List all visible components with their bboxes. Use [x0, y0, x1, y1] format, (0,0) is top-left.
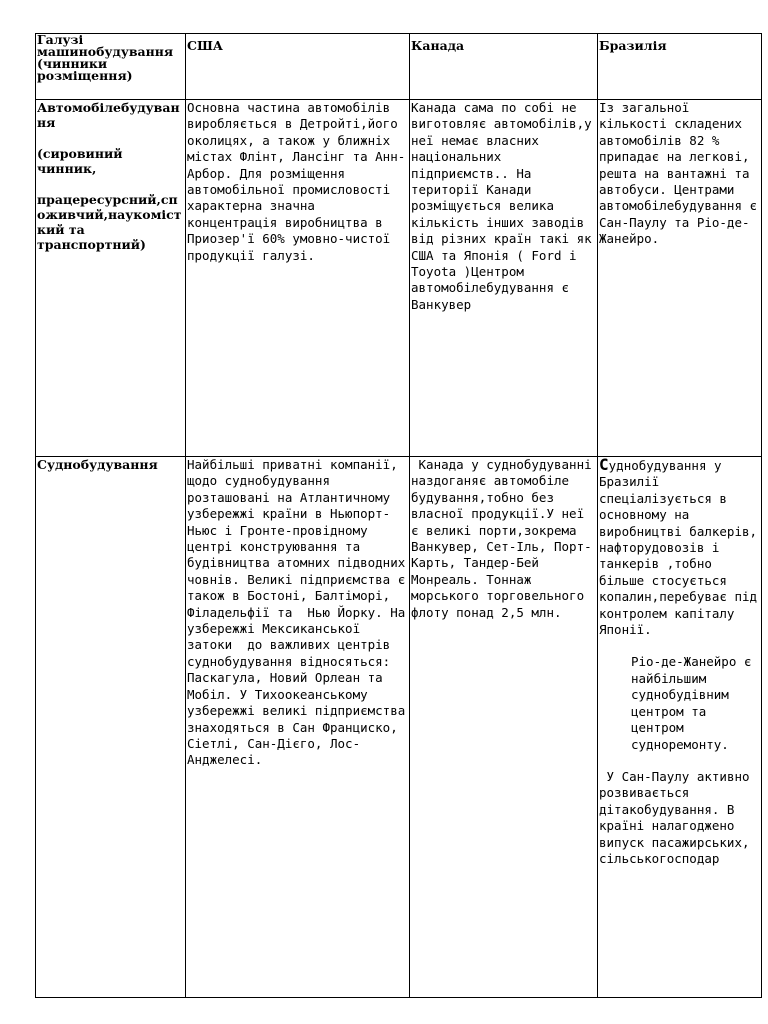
table-header-row: [36, 34, 762, 100]
brazil-cell-automotive: [598, 100, 765, 457]
brazil-text-1: [599, 455, 765, 638]
branch-title: Автомобілебудування: [37, 100, 180, 130]
brazil-text: Із загальної кількості складених автомобілів 82 % припадає на легкові, решта на вантажні та автобуси. Центрами автомобілебудування є Сан-Паулу та Ріо-де-Жанейро.: [599, 100, 765, 247]
brazil-text-3: У Сан-Паулу активно розвивається дітакобудування. В країні налагоджено випуск пасажирських, сільськогосподар: [599, 768, 758, 866]
usa-cell-automotive: [186, 100, 410, 457]
header-usa: США: [186, 34, 410, 100]
brazil-cell-shipbuilding: [598, 455, 765, 998]
usa-cell-shipbuilding: [186, 457, 413, 998]
canada-cell-automotive: [410, 100, 598, 457]
branch-factors-list: працересурсний,споживчий,наукомісткий та транспортний): [37, 192, 182, 252]
branch-cell-shipbuilding: [36, 457, 186, 998]
drop-cap: С: [599, 455, 609, 474]
canada-text: Канада у суднобудуванні наздоганяє автомобіле будування,тобно без власної продукції.У неї є великі порти,зокрема Ванкувер, Сет-Іль, Порт- Карть, Тандер-Бей Монреаль. Тоннаж морського торговельного флоту понад 2,5 млн.: [411, 457, 600, 620]
comparison-table: [35, 32, 765, 998]
header-branch: Галузі машинобудування (чинники розміщення): [36, 34, 186, 100]
brazil-text-2: Ріо-де-Жанейро є найбільшим суднобудівним центром та центром судноремонту.: [631, 654, 759, 752]
table-row: [36, 100, 762, 457]
usa-text: Основна частина автомобілів виробляється в Детройті,його околицях, а також у ближніх містах Флінт, Лансінг та Анн-Арбор. Для розміщення автомобільної промисловості характерна значна концентрація виробництва в Приозер'ї 60% умовно-чистої продукції галузі.: [187, 100, 406, 263]
canada-cell-shipbuilding: [410, 457, 598, 998]
header-brazil: Бразилія: [598, 34, 762, 100]
table-row: [36, 457, 762, 998]
canada-text: Канада сама по собі не виготовляє автомобілів,у неї немає власних національних підприємств.. На території Канади розміщується велика кількість інших заводів від різних країн такі як США та Японія ( Ford і Toyota )Центром автомобілебудування є Ванкувер: [411, 100, 600, 312]
usa-text: Найбільші приватні компанії, щодо суднобудування розташовані на Атлантичному узбережжі країни в Ньюпорт-Ньюс і Гронте-провідному центрі конструювання та будівництва атомних підводних човнів. Великі підприємства є також в Бостоні, Балтіморі, Філадельфії та Нью Йорку. На узбережжі Мексиканської затоки до важливих центрів суднобудування відносяться: Паскагула, Новий Орлеан та Мобіл. У Тихоокеанському узбережжі великі підприємства знаходяться в Сан Франциско, Сіетлі, Сан-Дієго, Лос- Анджелесі.: [187, 457, 413, 768]
header-canada: Канада: [410, 34, 598, 100]
branch-cell-automotive: [36, 100, 186, 457]
branch-factors: (сировиний чинник,: [37, 146, 127, 176]
brazil-text-1-body: уднобудування у Бразилії спеціалізується в основному на виробництві балкерів, нафторудовозів і танкерів ,тобно більше стосується копалин,перебуває під контролем капіталу Японії.: [599, 458, 765, 638]
branch-title: Суднобудування: [37, 457, 158, 472]
